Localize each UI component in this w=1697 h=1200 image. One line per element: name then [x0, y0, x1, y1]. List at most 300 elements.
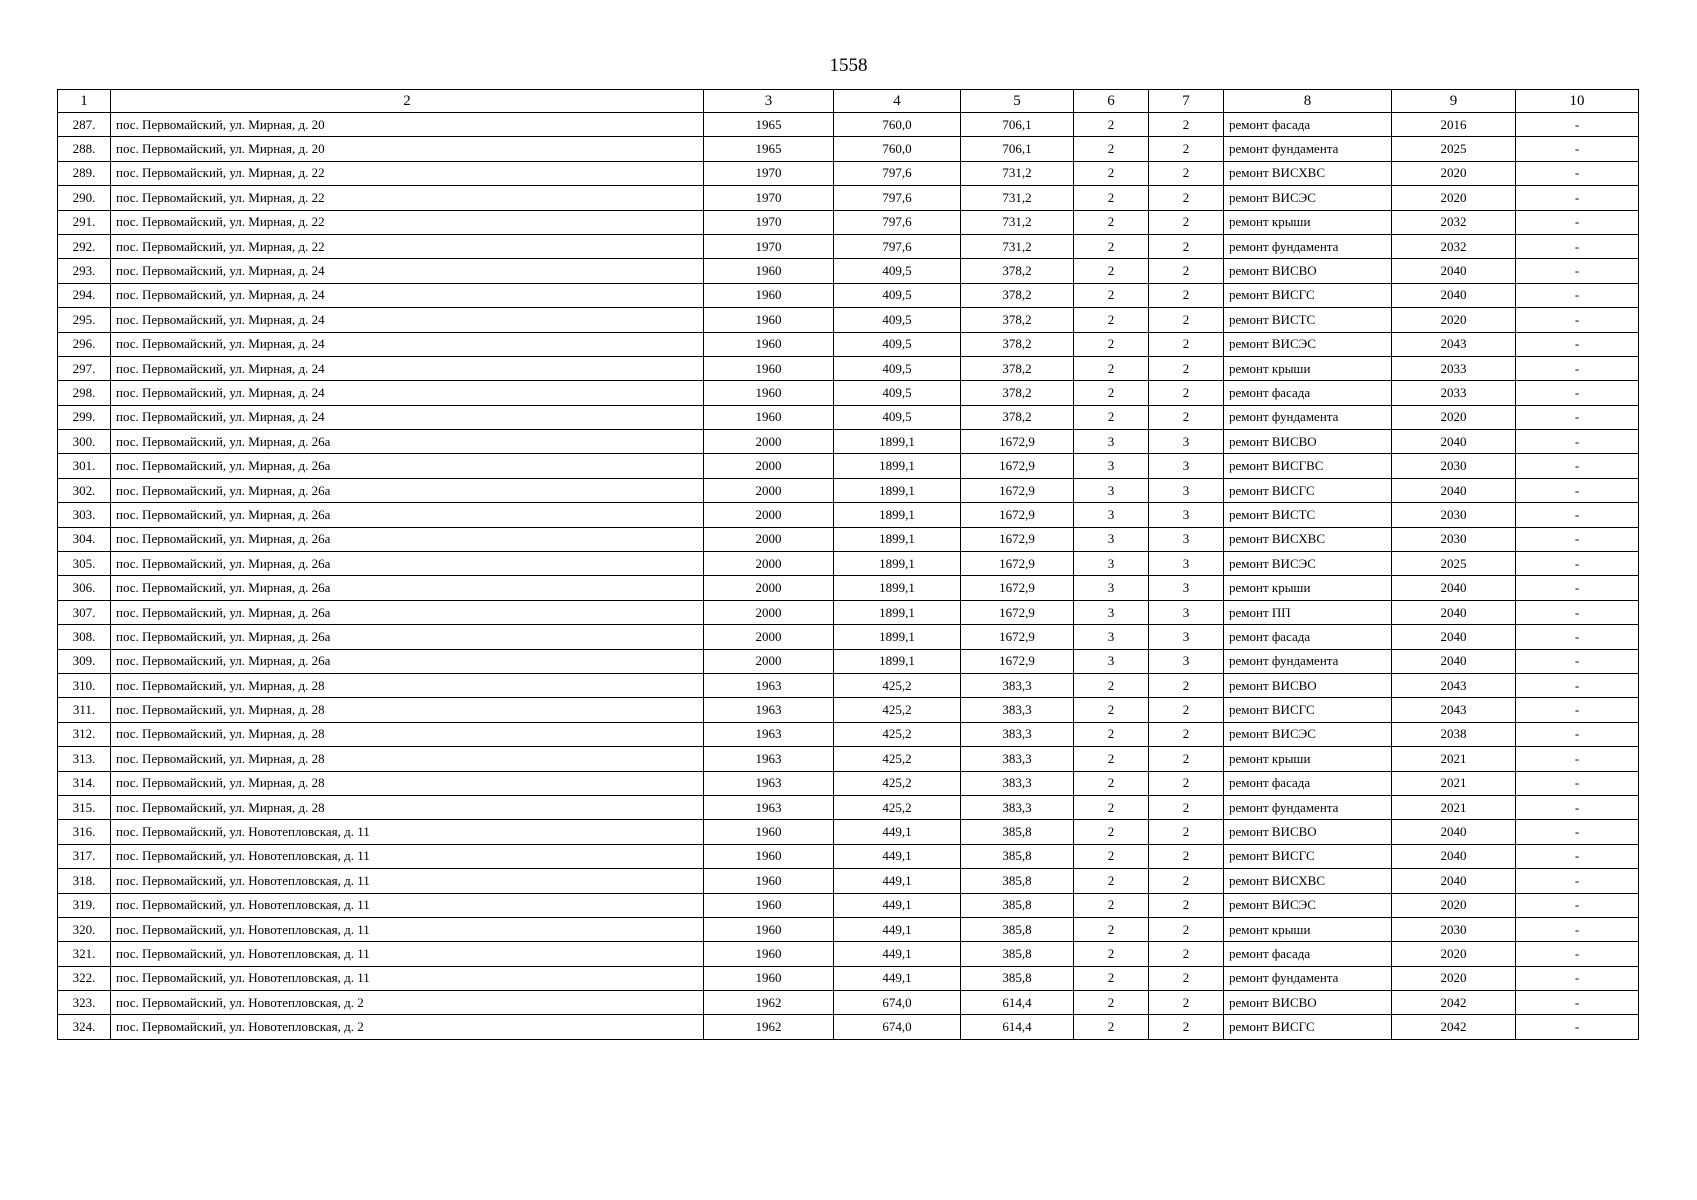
cell-floors: 2 [1074, 698, 1149, 722]
cell-living-area: 385,8 [961, 893, 1074, 917]
cell-total-area: 409,5 [834, 381, 961, 405]
cell-row-number: 305. [58, 552, 111, 576]
cell-row-number: 303. [58, 503, 111, 527]
cell-planned-year: 2020 [1392, 893, 1516, 917]
cell-planned-year: 2040 [1392, 869, 1516, 893]
cell-living-area: 731,2 [961, 234, 1074, 258]
cell-repair-type: ремонт ВИСХВС [1224, 161, 1392, 185]
cell-floors: 2 [1074, 771, 1149, 795]
cell-total-area: 1899,1 [834, 600, 961, 624]
column-header-7: 7 [1149, 90, 1224, 113]
cell-living-area: 385,8 [961, 966, 1074, 990]
cell-floors: 2 [1074, 405, 1149, 429]
cell-year-built: 2000 [704, 552, 834, 576]
cell-planned-year: 2030 [1392, 454, 1516, 478]
cell-entrances: 3 [1149, 527, 1224, 551]
cell-address: пос. Первомайский, ул. Мирная, д. 28 [111, 722, 704, 746]
column-header-5: 5 [961, 90, 1074, 113]
cell-living-area: 1672,9 [961, 503, 1074, 527]
cell-repair-type: ремонт фасада [1224, 381, 1392, 405]
cell-row-number: 287. [58, 113, 111, 137]
cell-year-built: 1960 [704, 259, 834, 283]
cell-planned-year: 2042 [1392, 1015, 1516, 1039]
cell-note: - [1516, 552, 1639, 576]
table-row [58, 747, 1639, 771]
cell-living-area: 1672,9 [961, 552, 1074, 576]
cell-year-built: 1963 [704, 795, 834, 819]
cell-living-area: 1672,9 [961, 430, 1074, 454]
cell-year-built: 1965 [704, 113, 834, 137]
header-row [58, 90, 1639, 113]
cell-living-area: 1672,9 [961, 527, 1074, 551]
cell-note: - [1516, 917, 1639, 941]
cell-row-number: 288. [58, 137, 111, 161]
cell-total-area: 425,2 [834, 747, 961, 771]
cell-floors: 3 [1074, 600, 1149, 624]
cell-repair-type: ремонт ВИСВО [1224, 430, 1392, 454]
cell-year-built: 1960 [704, 893, 834, 917]
cell-address: пос. Первомайский, ул. Мирная, д. 26а [111, 430, 704, 454]
cell-repair-type: ремонт ВИСГС [1224, 478, 1392, 502]
cell-entrances: 2 [1149, 673, 1224, 697]
cell-year-built: 1960 [704, 405, 834, 429]
column-header-8: 8 [1224, 90, 1392, 113]
table-row [58, 649, 1639, 673]
cell-floors: 3 [1074, 527, 1149, 551]
cell-total-area: 674,0 [834, 1015, 961, 1039]
table-row [58, 381, 1639, 405]
cell-total-area: 409,5 [834, 283, 961, 307]
cell-address: пос. Первомайский, ул. Мирная, д. 24 [111, 259, 704, 283]
cell-note: - [1516, 942, 1639, 966]
table-body [58, 113, 1639, 1040]
cell-total-area: 425,2 [834, 722, 961, 746]
cell-planned-year: 2020 [1392, 966, 1516, 990]
cell-planned-year: 2040 [1392, 478, 1516, 502]
cell-row-number: 298. [58, 381, 111, 405]
cell-planned-year: 2040 [1392, 600, 1516, 624]
cell-note: - [1516, 820, 1639, 844]
cell-row-number: 289. [58, 161, 111, 185]
cell-living-area: 1672,9 [961, 478, 1074, 502]
table-row [58, 527, 1639, 551]
cell-year-built: 1963 [704, 771, 834, 795]
cell-floors: 2 [1074, 844, 1149, 868]
cell-year-built: 1962 [704, 991, 834, 1015]
cell-entrances: 3 [1149, 430, 1224, 454]
cell-total-area: 1899,1 [834, 625, 961, 649]
cell-living-area: 731,2 [961, 161, 1074, 185]
table-row [58, 308, 1639, 332]
cell-planned-year: 2025 [1392, 552, 1516, 576]
cell-entrances: 2 [1149, 844, 1224, 868]
cell-repair-type: ремонт фундамента [1224, 405, 1392, 429]
cell-address: пос. Первомайский, ул. Мирная, д. 22 [111, 161, 704, 185]
cell-note: - [1516, 283, 1639, 307]
cell-floors: 2 [1074, 356, 1149, 380]
cell-year-built: 1960 [704, 917, 834, 941]
cell-total-area: 760,0 [834, 137, 961, 161]
table-row [58, 942, 1639, 966]
cell-year-built: 2000 [704, 454, 834, 478]
cell-floors: 2 [1074, 942, 1149, 966]
cell-planned-year: 2021 [1392, 747, 1516, 771]
cell-row-number: 315. [58, 795, 111, 819]
cell-planned-year: 2043 [1392, 332, 1516, 356]
cell-address: пос. Первомайский, ул. Мирная, д. 22 [111, 186, 704, 210]
cell-entrances: 2 [1149, 308, 1224, 332]
cell-planned-year: 2020 [1392, 308, 1516, 332]
cell-entrances: 2 [1149, 137, 1224, 161]
cell-address: пос. Первомайский, ул. Новотепловская, д. 11 [111, 820, 704, 844]
cell-living-area: 383,3 [961, 722, 1074, 746]
cell-row-number: 301. [58, 454, 111, 478]
cell-row-number: 300. [58, 430, 111, 454]
cell-row-number: 320. [58, 917, 111, 941]
cell-floors: 3 [1074, 576, 1149, 600]
cell-note: - [1516, 869, 1639, 893]
cell-entrances: 2 [1149, 917, 1224, 941]
cell-planned-year: 2042 [1392, 991, 1516, 1015]
cell-planned-year: 2025 [1392, 137, 1516, 161]
cell-row-number: 297. [58, 356, 111, 380]
cell-planned-year: 2021 [1392, 771, 1516, 795]
cell-row-number: 313. [58, 747, 111, 771]
table-row [58, 1015, 1639, 1039]
cell-repair-type: ремонт крыши [1224, 576, 1392, 600]
cell-address: пос. Первомайский, ул. Мирная, д. 28 [111, 795, 704, 819]
cell-living-area: 614,4 [961, 991, 1074, 1015]
cell-note: - [1516, 430, 1639, 454]
cell-repair-type: ремонт ВИСГС [1224, 844, 1392, 868]
cell-note: - [1516, 454, 1639, 478]
cell-total-area: 409,5 [834, 356, 961, 380]
cell-address: пос. Первомайский, ул. Новотепловская, д. 11 [111, 893, 704, 917]
cell-planned-year: 2040 [1392, 820, 1516, 844]
cell-living-area: 378,2 [961, 283, 1074, 307]
cell-total-area: 449,1 [834, 820, 961, 844]
cell-entrances: 2 [1149, 869, 1224, 893]
page-number: 1558 [829, 55, 868, 76]
cell-entrances: 3 [1149, 478, 1224, 502]
cell-living-area: 385,8 [961, 942, 1074, 966]
cell-planned-year: 2043 [1392, 673, 1516, 697]
cell-address: пос. Первомайский, ул. Мирная, д. 24 [111, 356, 704, 380]
cell-living-area: 731,2 [961, 210, 1074, 234]
cell-note: - [1516, 844, 1639, 868]
cell-row-number: 291. [58, 210, 111, 234]
cell-planned-year: 2033 [1392, 356, 1516, 380]
cell-planned-year: 2032 [1392, 210, 1516, 234]
cell-living-area: 385,8 [961, 844, 1074, 868]
cell-planned-year: 2040 [1392, 844, 1516, 868]
cell-total-area: 425,2 [834, 698, 961, 722]
cell-note: - [1516, 356, 1639, 380]
table-row [58, 503, 1639, 527]
cell-year-built: 1960 [704, 966, 834, 990]
cell-floors: 2 [1074, 673, 1149, 697]
table-row [58, 917, 1639, 941]
cell-row-number: 321. [58, 942, 111, 966]
cell-repair-type: ремонт ВИСГС [1224, 283, 1392, 307]
cell-address: пос. Первомайский, ул. Мирная, д. 26а [111, 478, 704, 502]
cell-address: пос. Первомайский, ул. Мирная, д. 24 [111, 308, 704, 332]
cell-repair-type: ремонт крыши [1224, 356, 1392, 380]
cell-floors: 2 [1074, 308, 1149, 332]
cell-living-area: 731,2 [961, 186, 1074, 210]
cell-total-area: 449,1 [834, 893, 961, 917]
cell-address: пос. Первомайский, ул. Мирная, д. 26а [111, 625, 704, 649]
cell-living-area: 706,1 [961, 113, 1074, 137]
cell-address: пос. Первомайский, ул. Мирная, д. 26а [111, 527, 704, 551]
cell-year-built: 1960 [704, 332, 834, 356]
cell-year-built: 2000 [704, 625, 834, 649]
cell-note: - [1516, 161, 1639, 185]
cell-living-area: 378,2 [961, 405, 1074, 429]
cell-living-area: 383,3 [961, 747, 1074, 771]
cell-planned-year: 2040 [1392, 283, 1516, 307]
cell-planned-year: 2043 [1392, 698, 1516, 722]
column-header-9: 9 [1392, 90, 1516, 113]
cell-row-number: 304. [58, 527, 111, 551]
cell-row-number: 308. [58, 625, 111, 649]
cell-row-number: 306. [58, 576, 111, 600]
cell-address: пос. Первомайский, ул. Новотепловская, д. 2 [111, 991, 704, 1015]
cell-repair-type: ремонт фасада [1224, 113, 1392, 137]
table-row [58, 966, 1639, 990]
column-header-2: 2 [111, 90, 704, 113]
table-row [58, 234, 1639, 258]
cell-note: - [1516, 795, 1639, 819]
cell-address: пос. Первомайский, ул. Новотепловская, д. 2 [111, 1015, 704, 1039]
cell-row-number: 309. [58, 649, 111, 673]
cell-repair-type: ремонт ВИСГВС [1224, 454, 1392, 478]
table-row [58, 332, 1639, 356]
cell-repair-type: ремонт ВИСЭС [1224, 722, 1392, 746]
cell-total-area: 425,2 [834, 673, 961, 697]
cell-floors: 3 [1074, 649, 1149, 673]
cell-total-area: 449,1 [834, 966, 961, 990]
cell-total-area: 449,1 [834, 917, 961, 941]
cell-living-area: 383,3 [961, 795, 1074, 819]
cell-repair-type: ремонт фундамента [1224, 234, 1392, 258]
cell-row-number: 314. [58, 771, 111, 795]
cell-note: - [1516, 1015, 1639, 1039]
cell-entrances: 2 [1149, 332, 1224, 356]
cell-living-area: 1672,9 [961, 649, 1074, 673]
cell-entrances: 2 [1149, 747, 1224, 771]
cell-floors: 2 [1074, 381, 1149, 405]
cell-repair-type: ремонт фундамента [1224, 795, 1392, 819]
cell-address: пос. Первомайский, ул. Мирная, д. 28 [111, 747, 704, 771]
cell-planned-year: 2030 [1392, 917, 1516, 941]
cell-floors: 3 [1074, 503, 1149, 527]
cell-floors: 2 [1074, 161, 1149, 185]
cell-planned-year: 2030 [1392, 527, 1516, 551]
cell-entrances: 2 [1149, 234, 1224, 258]
cell-entrances: 2 [1149, 405, 1224, 429]
cell-year-built: 1970 [704, 161, 834, 185]
cell-entrances: 3 [1149, 503, 1224, 527]
cell-total-area: 797,6 [834, 234, 961, 258]
cell-living-area: 378,2 [961, 332, 1074, 356]
table-row [58, 722, 1639, 746]
cell-planned-year: 2020 [1392, 186, 1516, 210]
cell-note: - [1516, 308, 1639, 332]
column-header-4: 4 [834, 90, 961, 113]
cell-year-built: 2000 [704, 600, 834, 624]
cell-row-number: 296. [58, 332, 111, 356]
cell-note: - [1516, 113, 1639, 137]
table-row [58, 625, 1639, 649]
table-row [58, 405, 1639, 429]
table-row [58, 673, 1639, 697]
table-row [58, 454, 1639, 478]
table-row [58, 844, 1639, 868]
cell-row-number: 292. [58, 234, 111, 258]
cell-row-number: 316. [58, 820, 111, 844]
cell-address: пос. Первомайский, ул. Мирная, д. 22 [111, 234, 704, 258]
cell-year-built: 1960 [704, 283, 834, 307]
cell-floors: 3 [1074, 478, 1149, 502]
cell-address: пос. Первомайский, ул. Мирная, д. 26а [111, 503, 704, 527]
cell-repair-type: ремонт крыши [1224, 917, 1392, 941]
cell-year-built: 1963 [704, 673, 834, 697]
cell-floors: 2 [1074, 722, 1149, 746]
cell-total-area: 1899,1 [834, 430, 961, 454]
cell-repair-type: ремонт ВИСВО [1224, 259, 1392, 283]
cell-repair-type: ремонт ВИСЭС [1224, 332, 1392, 356]
cell-planned-year: 2040 [1392, 430, 1516, 454]
cell-note: - [1516, 966, 1639, 990]
cell-entrances: 3 [1149, 552, 1224, 576]
cell-year-built: 1960 [704, 308, 834, 332]
cell-address: пос. Первомайский, ул. Мирная, д. 26а [111, 552, 704, 576]
cell-address: пос. Первомайский, ул. Мирная, д. 24 [111, 332, 704, 356]
cell-total-area: 1899,1 [834, 552, 961, 576]
cell-address: пос. Первомайский, ул. Мирная, д. 28 [111, 698, 704, 722]
cell-year-built: 2000 [704, 430, 834, 454]
cell-address: пос. Первомайский, ул. Мирная, д. 24 [111, 283, 704, 307]
cell-living-area: 706,1 [961, 137, 1074, 161]
cell-living-area: 383,3 [961, 771, 1074, 795]
cell-year-built: 1963 [704, 698, 834, 722]
cell-note: - [1516, 478, 1639, 502]
cell-year-built: 1960 [704, 820, 834, 844]
table-row [58, 991, 1639, 1015]
cell-total-area: 760,0 [834, 113, 961, 137]
cell-address: пос. Первомайский, ул. Мирная, д. 26а [111, 576, 704, 600]
column-header-10: 10 [1516, 90, 1639, 113]
cell-year-built: 2000 [704, 576, 834, 600]
cell-address: пос. Первомайский, ул. Новотепловская, д. 11 [111, 869, 704, 893]
table-row [58, 478, 1639, 502]
cell-year-built: 2000 [704, 649, 834, 673]
cell-entrances: 3 [1149, 625, 1224, 649]
cell-entrances: 2 [1149, 698, 1224, 722]
cell-floors: 2 [1074, 893, 1149, 917]
cell-address: пос. Первомайский, ул. Новотепловская, д. 11 [111, 942, 704, 966]
cell-note: - [1516, 991, 1639, 1015]
cell-note: - [1516, 332, 1639, 356]
cell-address: пос. Первомайский, ул. Мирная, д. 26а [111, 649, 704, 673]
cell-row-number: 307. [58, 600, 111, 624]
cell-planned-year: 2020 [1392, 405, 1516, 429]
cell-repair-type: ремонт ВИСГС [1224, 1015, 1392, 1039]
cell-planned-year: 2020 [1392, 161, 1516, 185]
cell-year-built: 1963 [704, 722, 834, 746]
cell-entrances: 2 [1149, 820, 1224, 844]
cell-year-built: 1960 [704, 942, 834, 966]
cell-total-area: 1899,1 [834, 576, 961, 600]
cell-living-area: 378,2 [961, 308, 1074, 332]
cell-repair-type: ремонт ВИСЭС [1224, 893, 1392, 917]
cell-entrances: 2 [1149, 722, 1224, 746]
cell-note: - [1516, 722, 1639, 746]
cell-living-area: 378,2 [961, 381, 1074, 405]
cell-total-area: 797,6 [834, 186, 961, 210]
cell-entrances: 2 [1149, 966, 1224, 990]
cell-address: пос. Первомайский, ул. Мирная, д. 28 [111, 673, 704, 697]
cell-note: - [1516, 893, 1639, 917]
cell-address: пос. Первомайский, ул. Мирная, д. 24 [111, 405, 704, 429]
cell-row-number: 295. [58, 308, 111, 332]
cell-planned-year: 2032 [1392, 234, 1516, 258]
cell-total-area: 449,1 [834, 942, 961, 966]
cell-note: - [1516, 527, 1639, 551]
cell-row-number: 294. [58, 283, 111, 307]
cell-total-area: 409,5 [834, 259, 961, 283]
cell-repair-type: ремонт фундамента [1224, 649, 1392, 673]
cell-planned-year: 2021 [1392, 795, 1516, 819]
cell-row-number: 318. [58, 869, 111, 893]
cell-living-area: 385,8 [961, 820, 1074, 844]
cell-entrances: 3 [1149, 649, 1224, 673]
cell-floors: 2 [1074, 234, 1149, 258]
cell-repair-type: ремонт ВИСЭС [1224, 186, 1392, 210]
cell-year-built: 1970 [704, 234, 834, 258]
cell-floors: 2 [1074, 820, 1149, 844]
cell-repair-type: ремонт фасада [1224, 625, 1392, 649]
cell-living-area: 383,3 [961, 673, 1074, 697]
cell-entrances: 2 [1149, 259, 1224, 283]
cell-note: - [1516, 673, 1639, 697]
cell-repair-type: ремонт ВИСЭС [1224, 552, 1392, 576]
cell-entrances: 2 [1149, 356, 1224, 380]
table-row [58, 795, 1639, 819]
cell-year-built: 1963 [704, 747, 834, 771]
cell-living-area: 383,3 [961, 698, 1074, 722]
table-row [58, 893, 1639, 917]
cell-year-built: 2000 [704, 503, 834, 527]
table-row [58, 600, 1639, 624]
cell-floors: 2 [1074, 210, 1149, 234]
cell-entrances: 2 [1149, 210, 1224, 234]
cell-floors: 2 [1074, 186, 1149, 210]
cell-living-area: 385,8 [961, 869, 1074, 893]
cell-entrances: 2 [1149, 381, 1224, 405]
cell-row-number: 312. [58, 722, 111, 746]
cell-total-area: 1899,1 [834, 649, 961, 673]
cell-floors: 2 [1074, 259, 1149, 283]
cell-row-number: 310. [58, 673, 111, 697]
cell-planned-year: 2033 [1392, 381, 1516, 405]
cell-floors: 2 [1074, 966, 1149, 990]
cell-floors: 2 [1074, 917, 1149, 941]
cell-living-area: 614,4 [961, 1015, 1074, 1039]
cell-repair-type: ремонт ВИСХВС [1224, 527, 1392, 551]
cell-floors: 2 [1074, 991, 1149, 1015]
